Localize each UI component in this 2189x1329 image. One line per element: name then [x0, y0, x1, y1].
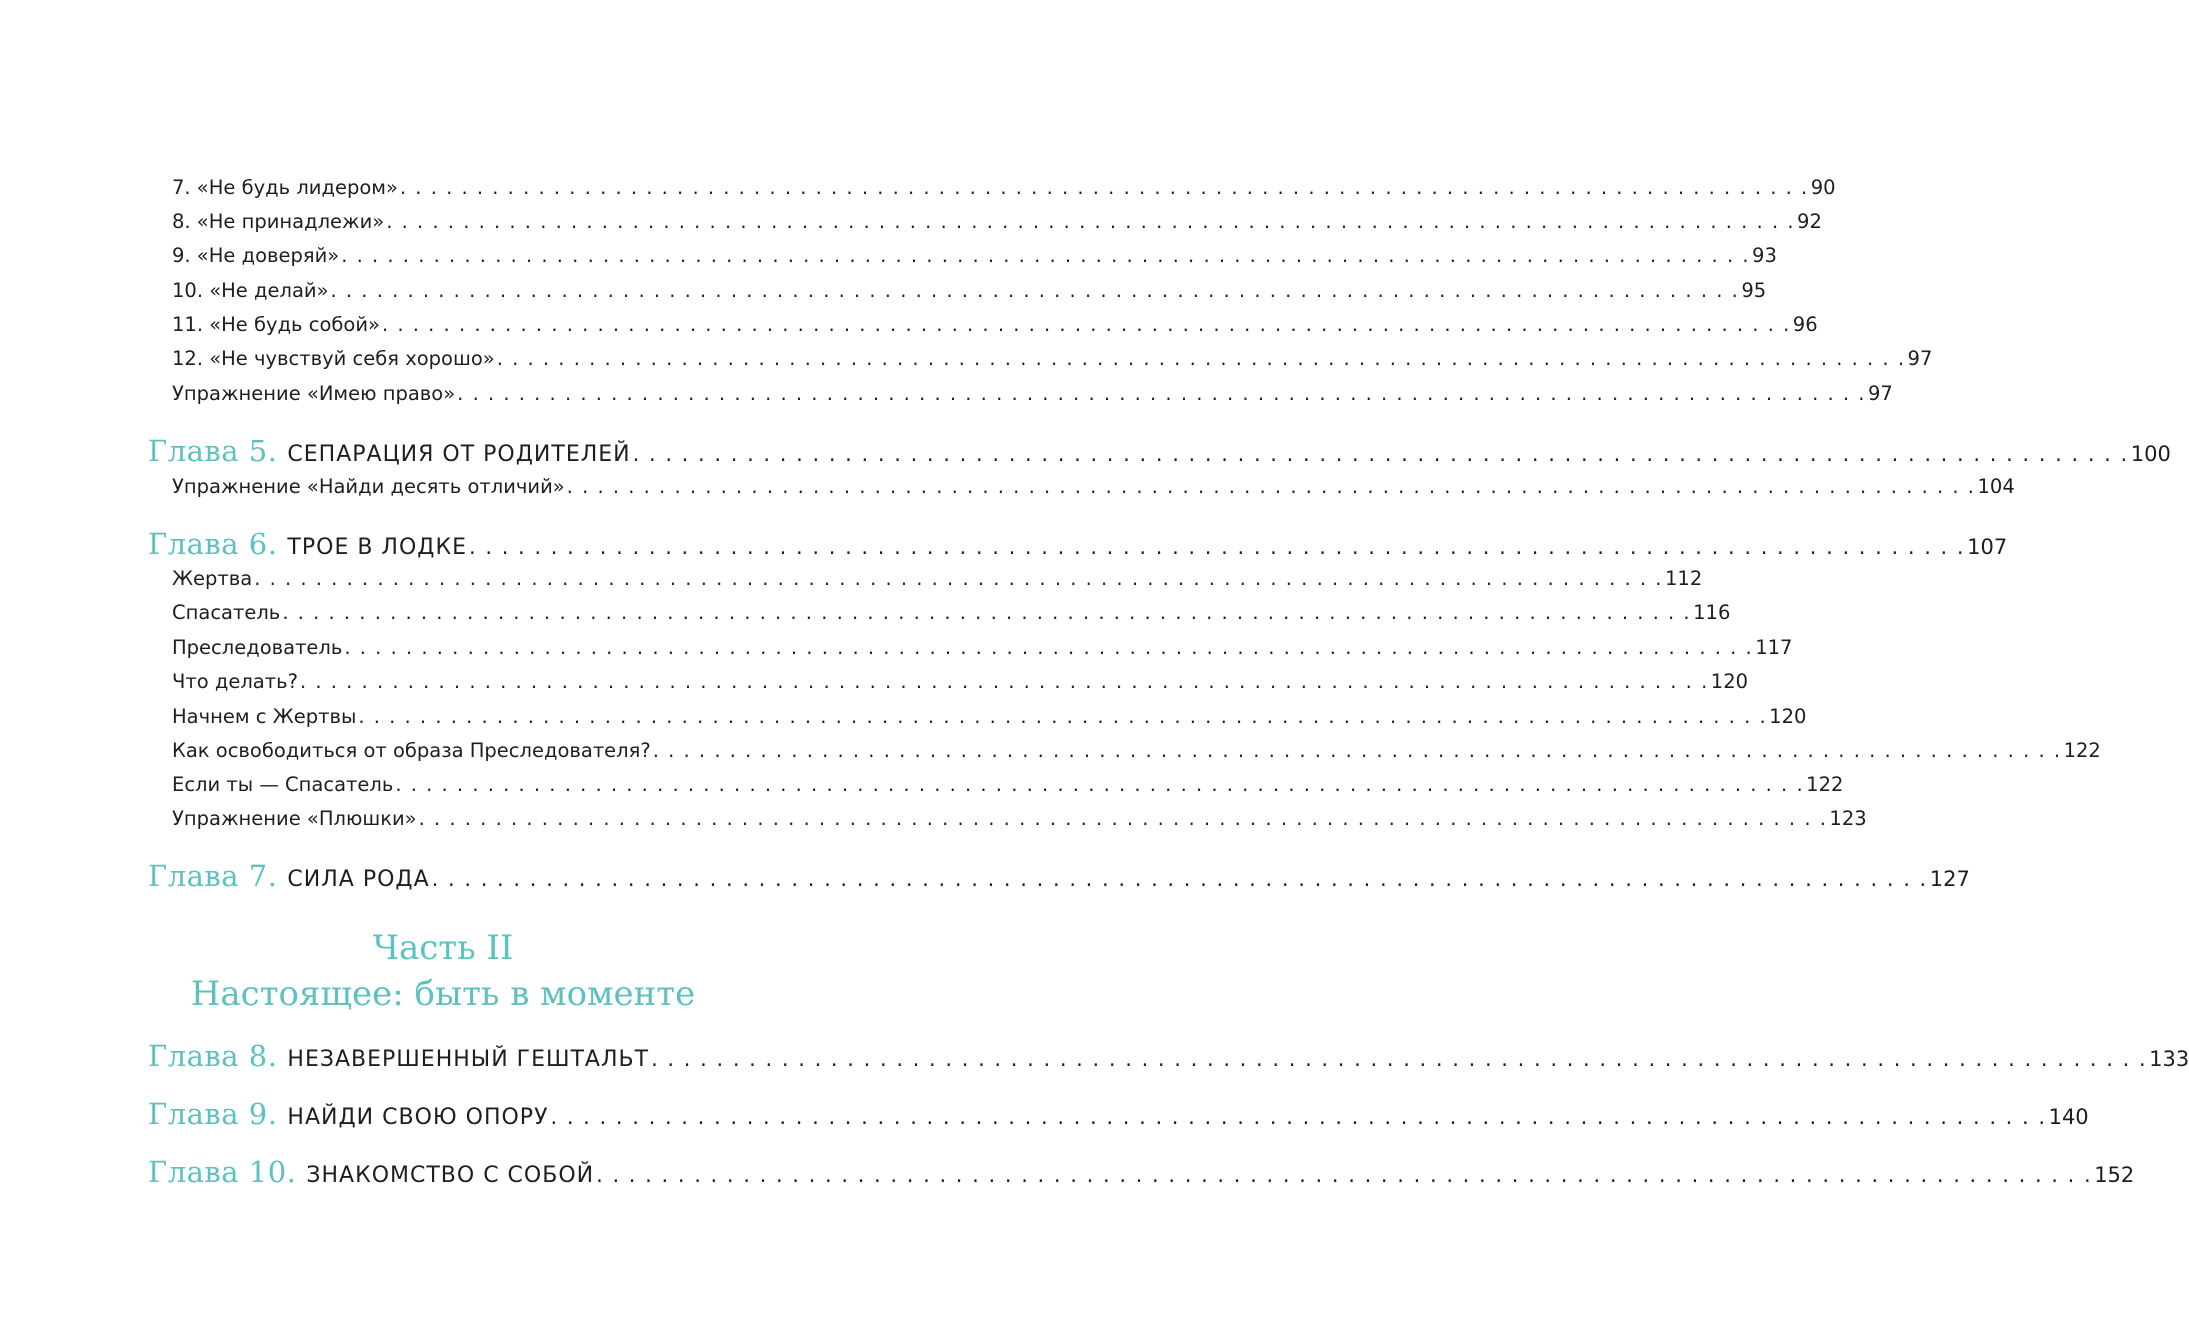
chapter-title: НЕЗАВЕРШЕННЫЙ ГЕШТАЛЬТ	[287, 1047, 650, 1072]
entry-label: Преследователь	[172, 636, 343, 659]
page-number: 107	[1967, 535, 2008, 559]
entry-label: Упражнение «Найди десять отличий»	[172, 475, 565, 498]
toc-entry	[172, 804, 1867, 834]
toc-entry	[172, 241, 1777, 271]
page-number: 152	[2094, 1163, 2135, 1187]
chapter-number: Глава 7.	[148, 859, 278, 893]
entry-label: 11. «Не будь собой»	[172, 313, 380, 336]
page-number: 97	[1868, 382, 1893, 405]
page-number: 133	[2149, 1047, 2189, 1071]
chapter-number: Глава 8.	[148, 1039, 278, 1073]
page-number: 120	[1769, 705, 1807, 728]
page-number: 120	[1710, 670, 1749, 693]
page-number: 90	[1810, 176, 1836, 199]
page-number: 122	[2063, 739, 2101, 762]
dot-leader: . . . . . . . . . . . . . . . . . . . . . . . . . . . . . . . . . . . . . . . . . . . . . . . . . . . . . . . . . . . . . . . . . . . . . . . . . . . . . . . . . . . . . . . . . . . .	[469, 535, 1966, 559]
chapter-row-10	[148, 1152, 2135, 1192]
dot-leader: . . . . . . . . . . . . . . . . . . . . . . . . . . . . . . . . . . . . . . . . . . . . . . . . . . . . . . . . . . . . . . . . . . . . . . . . . . . . . . . . . . . . . . . . . . . .	[651, 1047, 2148, 1071]
dot-leader: . . . . . . . . . . . . . . . . . . . . . . . . . . . . . . . . . . . . . . . . . . . . . . . . . . . . . . . . . . . . . . . . . . . . . . . . . . . . . . . . . . . . . . . . . . . .	[652, 739, 2062, 762]
dot-leader: . . . . . . . . . . . . . . . . . . . . . . . . . . . . . . . . . . . . . . . . . . . . . . . . . . . . . . . . . . . . . . . . . . . . . . . . . . . . . . . . . . . . . . . . . . . .	[299, 670, 1709, 693]
page-number: 97	[1907, 347, 1933, 370]
chapter-number: Глава 9.	[148, 1097, 278, 1131]
dot-leader: . . . . . . . . . . . . . . . . . . . . . . . . . . . . . . . . . . . . . . . . . . . . . . . . . . . . . . . . . . . . . . . . . . . . . . . . . . . . . . . . . . . . . . . . . . . .	[381, 313, 1791, 336]
dot-leader: . . . . . . . . . . . . . . . . . . . . . . . . . . . . . . . . . . . . . . . . . . . . . . . . . . . . . . . . . . . . . . . . . . . . . . . . . . . . . . . . . . . . . . . . . . . .	[431, 867, 1928, 891]
part-number: Часть II	[372, 928, 514, 968]
toc-entry	[172, 472, 2015, 502]
entry-label: 12. «Не чувствуй себя хорошо»	[172, 347, 495, 370]
toc-entry	[172, 276, 1767, 306]
dot-leader: . . . . . . . . . . . . . . . . . . . . . . . . . . . . . . . . . . . . . . . . . . . . . . . . . . . . . . . . . . . . . . . . . . . . . . . . . . . . . . . . . . . . . . . . . . . .	[632, 442, 2129, 466]
chapter-title: СИЛА РОДА	[287, 867, 430, 892]
dot-leader: . . . . . . . . . . . . . . . . . . . . . . . . . . . . . . . . . . . . . . . . . . . . . . . . . . . . . . . . . . . . . . . . . . . . . . . . . . . . . . . . . . . . . . . . . . . .	[399, 176, 1809, 199]
dot-leader: . . . . . . . . . . . . . . . . . . . . . . . . . . . . . . . . . . . . . . . . . . . . . . . . . . . . . . . . . . . . . . . . . . . . . . . . . . . . . . . . . . . . . . . . . . . .	[254, 567, 1664, 590]
page-number: 93	[1752, 244, 1777, 267]
dot-leader: . . . . . . . . . . . . . . . . . . . . . . . . . . . . . . . . . . . . . . . . . . . . . . . . . . . . . . . . . . . . . . . . . . . . . . . . . . . . . . . . . . . . . . . . . . . .	[418, 807, 1828, 830]
chapter-title: ТРОЕ В ЛОДКЕ	[287, 535, 467, 560]
entry-label: 8. «Не принадлежи»	[172, 210, 385, 233]
toc-entry	[172, 173, 1836, 203]
toc-entry	[172, 379, 1893, 409]
dot-leader: . . . . . . . . . . . . . . . . . . . . . . . . . . . . . . . . . . . . . . . . . . . . . . . . . . . . . . . . . . . . . . . . . . . . . . . . . . . . . . . . . . . . . . . . . . . .	[395, 773, 1805, 796]
page-number: 92	[1797, 210, 1822, 233]
dot-leader: . . . . . . . . . . . . . . . . . . . . . . . . . . . . . . . . . . . . . . . . . . . . . . . . . . . . . . . . . . . . . . . . . . . . . . . . . . . . . . . . . . . . . . . . . . . .	[566, 475, 1976, 498]
chapter-title: ЗНАКОМСТВО С СОБОЙ	[306, 1163, 595, 1188]
page-number: 140	[2048, 1105, 2089, 1129]
dot-leader: . . . . . . . . . . . . . . . . . . . . . . . . . . . . . . . . . . . . . . . . . . . . . . . . . . . . . . . . . . . . . . . . . . . . . . . . . . . . . . . . . . . . . . . . . . . .	[344, 636, 1754, 659]
chapter-title: СЕПАРАЦИЯ ОТ РОДИТЕЛЕЙ	[287, 442, 631, 467]
dot-leader: . . . . . . . . . . . . . . . . . . . . . . . . . . . . . . . . . . . . . . . . . . . . . . . . . . . . . . . . . . . . . . . . . . . . . . . . . . . . . . . . . . . . . . . . . . . .	[596, 1163, 2093, 1187]
entry-label: Как освободиться от образа Преследователя?	[172, 739, 651, 762]
page-number: 100	[2130, 442, 2171, 466]
entry-label: Начнем с Жертвы	[172, 705, 357, 728]
dot-leader: . . . . . . . . . . . . . . . . . . . . . . . . . . . . . . . . . . . . . . . . . . . . . . . . . . . . . . . . . . . . . . . . . . . . . . . . . . . . . . . . . . . . . . . . . . . .	[550, 1105, 2047, 1129]
toc-entry	[172, 702, 1807, 732]
toc-entry	[172, 667, 1749, 697]
toc-entry	[172, 598, 1731, 628]
page-number: 116	[1693, 601, 1731, 624]
dot-leader: . . . . . . . . . . . . . . . . . . . . . . . . . . . . . . . . . . . . . . . . . . . . . . . . . . . . . . . . . . . . . . . . . . . . . . . . . . . . . . . . . . . . . . . . . . . .	[496, 347, 1906, 370]
entry-label: 7. «Не будь лидером»	[172, 176, 398, 199]
chapter-row-5	[148, 431, 2171, 471]
chapter-row-9	[148, 1094, 2089, 1134]
chapter-row-7	[148, 856, 1970, 896]
entry-label: Упражнение «Имею право»	[172, 382, 456, 405]
dot-leader: . . . . . . . . . . . . . . . . . . . . . . . . . . . . . . . . . . . . . . . . . . . . . . . . . . . . . . . . . . . . . . . . . . . . . . . . . . . . . . . . . . . . . . . . . . . .	[358, 705, 1768, 728]
toc-entry	[172, 564, 1703, 594]
entry-label: 9. «Не доверяй»	[172, 244, 340, 267]
toc-entry	[172, 633, 1793, 663]
entry-label: Упражнение «Плюшки»	[172, 807, 417, 830]
page-number: 104	[1977, 475, 2015, 498]
entry-label: 10. «Не делай»	[172, 279, 329, 302]
entry-label: Спасатель	[172, 601, 281, 624]
toc-entry	[172, 736, 2101, 766]
chapter-number: Глава 6.	[148, 527, 278, 561]
chapter-row-6	[148, 524, 2008, 564]
chapter-row-8	[148, 1036, 2189, 1076]
dot-leader: . . . . . . . . . . . . . . . . . . . . . . . . . . . . . . . . . . . . . . . . . . . . . . . . . . . . . . . . . . . . . . . . . . . . . . . . . . . . . . . . . . . . . . . . . . . .	[341, 244, 1751, 267]
entry-label: Что делать?	[172, 670, 298, 693]
page-number: 123	[1829, 807, 1867, 830]
dot-leader: . . . . . . . . . . . . . . . . . . . . . . . . . . . . . . . . . . . . . . . . . . . . . . . . . . . . . . . . . . . . . . . . . . . . . . . . . . . . . . . . . . . . . . . . . . . .	[457, 382, 1866, 405]
chapter-number: Глава 10.	[148, 1155, 297, 1189]
page-number: 96	[1792, 313, 1818, 336]
toc-entry	[172, 344, 1933, 374]
dot-leader: . . . . . . . . . . . . . . . . . . . . . . . . . . . . . . . . . . . . . . . . . . . . . . . . . . . . . . . . . . . . . . . . . . . . . . . . . . . . . . . . . . . . . . . . . . . .	[330, 279, 1740, 302]
entry-label: Если ты — Спасатель	[172, 773, 394, 796]
entry-label: Жертва	[172, 567, 253, 590]
page-number: 127	[1929, 867, 1970, 891]
part-title: Настоящее: быть в моменте	[190, 974, 696, 1014]
dot-leader: . . . . . . . . . . . . . . . . . . . . . . . . . . . . . . . . . . . . . . . . . . . . . . . . . . . . . . . . . . . . . . . . . . . . . . . . . . . . . . . . . . . . . . . . . . . .	[282, 601, 1692, 624]
chapter-number: Глава 5.	[148, 434, 278, 468]
page-number: 117	[1755, 636, 1793, 659]
page-number: 122	[1806, 773, 1844, 796]
page-number: 112	[1665, 567, 1703, 590]
toc-entry	[172, 310, 1818, 340]
chapter-title: НАЙДИ СВОЮ ОПОРУ	[287, 1105, 549, 1130]
toc-entry	[172, 770, 1844, 800]
dot-leader: . . . . . . . . . . . . . . . . . . . . . . . . . . . . . . . . . . . . . . . . . . . . . . . . . . . . . . . . . . . . . . . . . . . . . . . . . . . . . . . . . . . . . . . . . . . .	[386, 210, 1796, 233]
page-number: 95	[1741, 279, 1767, 302]
toc-entry	[172, 207, 1822, 237]
